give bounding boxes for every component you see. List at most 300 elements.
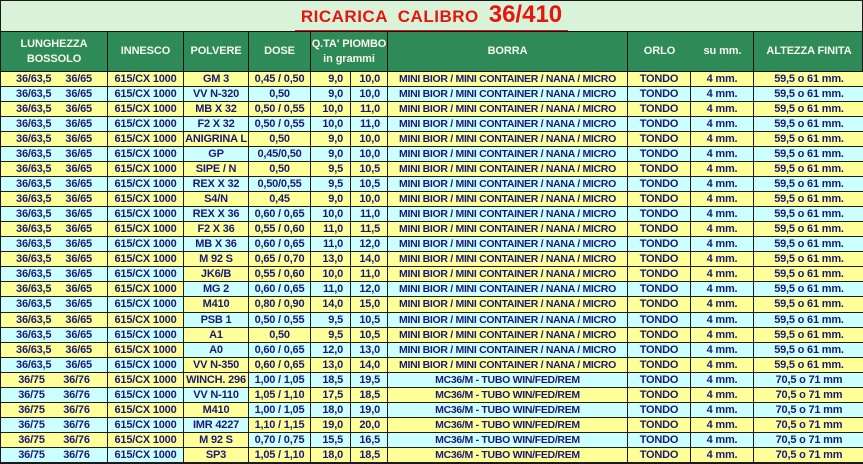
header-altezza-finita: ALTEZZA FINITA: [754, 32, 863, 72]
cell-dose: 0,60 / 0,65: [249, 358, 311, 373]
cell-piombo-min: 18,0: [311, 403, 351, 418]
cell-innesco: 615/CX 1000: [108, 177, 184, 192]
cell-lunghezza: [1, 252, 108, 267]
cell-su-mm: 4 mm.: [691, 358, 754, 373]
cell-lunghezza: [1, 297, 108, 312]
cell-dose: 1,05 / 1,10: [249, 448, 311, 463]
cell-orlo: TONDO: [628, 117, 691, 132]
lunghezza-value-1: 36/63,5: [16, 88, 52, 101]
cell-dose: 0,50: [249, 162, 311, 177]
cell-su-mm: 4 mm.: [691, 343, 754, 358]
table-row: [1, 72, 862, 87]
cell-piombo-min: 15,5: [311, 433, 351, 448]
cell-piombo-max: 11,0: [351, 207, 388, 222]
cell-orlo: TONDO: [628, 403, 691, 418]
cell-piombo-max: 10,5: [351, 177, 388, 192]
lunghezza-value-1: 36/63,5: [16, 148, 52, 161]
lunghezza-value-1: 36/63,5: [16, 313, 52, 326]
cell-dose: 1,00 / 1,05: [249, 403, 311, 418]
cell-piombo-min: 10,0: [311, 267, 351, 282]
cell-orlo: TONDO: [628, 102, 691, 117]
cell-innesco: 615/CX 1000: [108, 282, 184, 297]
cell-dose: 0,50/0,55: [249, 177, 311, 192]
cell-innesco: 615/CX 1000: [108, 388, 184, 403]
lunghezza-value-1: 36/63,5: [16, 133, 52, 146]
cell-polvere: M 92 S: [184, 252, 249, 267]
cell-borra: MINI BIOR / MINI CONTAINER / NANA / MICRO: [388, 282, 628, 297]
cell-piombo-max: 18,5: [351, 388, 388, 403]
cell-lunghezza: [1, 388, 108, 403]
lunghezza-value-2: 36/65: [65, 298, 92, 311]
cell-altezza: 59,5 o 61 mm.: [754, 313, 863, 328]
cell-altezza: 70,5 o 71 mm: [754, 373, 863, 388]
lunghezza-value-1: 36/63,5: [16, 163, 52, 176]
cell-lunghezza: [1, 192, 108, 207]
cell-polvere: F2 X 36: [184, 222, 249, 237]
lunghezza-value-1: 36/75: [18, 388, 45, 401]
table-row: [1, 403, 862, 418]
cell-borra: MINI BIOR / MINI CONTAINER / NANA / MICRO: [388, 252, 628, 267]
cell-polvere: M 92 S: [184, 433, 249, 448]
cell-innesco: 615/CX 1000: [108, 87, 184, 102]
cell-piombo-max: 11,0: [351, 267, 388, 282]
cell-dose: 0,60 / 0,65: [249, 207, 311, 222]
lunghezza-value-2: 36/65: [65, 163, 92, 176]
cell-piombo-min: 12,0: [311, 343, 351, 358]
cell-borra: MC36/M - TUBO WIN/FED/REM: [388, 373, 628, 388]
cell-orlo: TONDO: [628, 328, 691, 343]
cell-polvere: GM 3: [184, 72, 249, 87]
cell-piombo-min: 13,0: [311, 358, 351, 373]
header-innesco: INNESCO: [108, 32, 184, 72]
cell-piombo-max: 10,0: [351, 192, 388, 207]
lunghezza-value-2: 36/65: [65, 208, 92, 221]
cell-altezza: 70,5 o 71 mm: [754, 448, 863, 463]
cell-su-mm: 4 mm.: [691, 267, 754, 282]
table-row: [1, 313, 862, 328]
cell-polvere: VV N-110: [184, 388, 249, 403]
cell-orlo: TONDO: [628, 433, 691, 448]
cell-borra: MINI BIOR / MINI CONTAINER / NANA / MICRO: [388, 192, 628, 207]
cell-dose: 0,50 / 0,55: [249, 117, 311, 132]
cell-lunghezza: [1, 418, 108, 433]
lunghezza-value-2: 36/76: [63, 388, 90, 401]
cell-altezza: 59,5 o 61 mm.: [754, 222, 863, 237]
cell-piombo-min: 9,5: [311, 328, 351, 343]
cell-su-mm: 4 mm.: [691, 177, 754, 192]
header-piombo-line1: Q.TA' PIOMBO: [311, 37, 387, 50]
lunghezza-value-1: 36/63,5: [16, 208, 52, 221]
cell-orlo: TONDO: [628, 237, 691, 252]
cell-innesco: 615/CX 1000: [108, 102, 184, 117]
cell-dose: 0,55 / 0,60: [249, 267, 311, 282]
cell-piombo-max: 19,0: [351, 403, 388, 418]
cell-su-mm: 4 mm.: [691, 403, 754, 418]
cell-borra: MINI BIOR / MINI CONTAINER / NANA / MICRO: [388, 207, 628, 222]
cell-piombo-max: 18,5: [351, 448, 388, 463]
cell-lunghezza: [1, 282, 108, 297]
header-su-mm: su mm.: [703, 45, 742, 57]
cell-piombo-min: 9,5: [311, 162, 351, 177]
cell-piombo-min: 10,0: [311, 207, 351, 222]
cell-polvere: MG 2: [184, 282, 249, 297]
table-row: [1, 282, 862, 297]
cell-innesco: 615/CX 1000: [108, 222, 184, 237]
cell-borra: MINI BIOR / MINI CONTAINER / NANA / MICRO: [388, 297, 628, 312]
cell-lunghezza: [1, 162, 108, 177]
cell-dose: 0,70 / 0,75: [249, 433, 311, 448]
cell-altezza: 59,5 o 61 mm.: [754, 358, 863, 373]
table-row: [1, 147, 862, 162]
cell-dose: 1,10 / 1,15: [249, 418, 311, 433]
table-row: [1, 222, 862, 237]
cell-innesco: 615/CX 1000: [108, 117, 184, 132]
lunghezza-value-1: 36/63,5: [16, 238, 52, 251]
cell-dose: 1,05 / 1,10: [249, 388, 311, 403]
cell-lunghezza: [1, 132, 108, 147]
cell-polvere: M410: [184, 297, 249, 312]
lunghezza-value-1: 36/63,5: [16, 223, 52, 236]
cell-lunghezza: [1, 102, 108, 117]
cell-dose: 0,55 / 0,60: [249, 222, 311, 237]
cell-polvere: S4/N: [184, 192, 249, 207]
cell-innesco: 615/CX 1000: [108, 207, 184, 222]
lunghezza-value-2: 36/65: [65, 73, 92, 86]
cell-borra: MINI BIOR / MINI CONTAINER / NANA / MICRO: [388, 267, 628, 282]
lunghezza-value-2: 36/65: [65, 223, 92, 236]
cell-piombo-min: 9,0: [311, 192, 351, 207]
cell-innesco: 615/CX 1000: [108, 297, 184, 312]
cell-polvere: JK6/B: [184, 267, 249, 282]
cell-lunghezza: [1, 87, 108, 102]
cell-piombo-min: 13,0: [311, 252, 351, 267]
cell-lunghezza: [1, 313, 108, 328]
cell-dose: 0,60 / 0,65: [249, 282, 311, 297]
cell-polvere: WINCH. 296: [184, 373, 249, 388]
cell-orlo: TONDO: [628, 282, 691, 297]
lunghezza-value-2: 36/65: [65, 148, 92, 161]
cell-lunghezza: [1, 117, 108, 132]
cell-innesco: 615/CX 1000: [108, 328, 184, 343]
lunghezza-value-1: 36/63,5: [16, 343, 52, 356]
cell-orlo: TONDO: [628, 343, 691, 358]
cell-su-mm: 4 mm.: [691, 373, 754, 388]
cell-orlo: TONDO: [628, 132, 691, 147]
cell-piombo-max: 12,0: [351, 237, 388, 252]
cell-piombo-max: 10,5: [351, 313, 388, 328]
cell-piombo-max: 14,0: [351, 252, 388, 267]
cell-borra: MINI BIOR / MINI CONTAINER / NANA / MICRO: [388, 313, 628, 328]
cell-piombo-max: 14,0: [351, 358, 388, 373]
cell-borra: MINI BIOR / MINI CONTAINER / NANA / MICRO: [388, 72, 628, 87]
cell-su-mm: 4 mm.: [691, 388, 754, 403]
cell-su-mm: 4 mm.: [691, 87, 754, 102]
table-row: [1, 373, 862, 388]
cell-borra: MINI BIOR / MINI CONTAINER / NANA / MICRO: [388, 162, 628, 177]
cell-orlo: TONDO: [628, 358, 691, 373]
cell-innesco: 615/CX 1000: [108, 418, 184, 433]
cell-polvere: ANIGRINA L: [184, 132, 249, 147]
cell-piombo-min: 9,5: [311, 313, 351, 328]
cell-piombo-max: 15,0: [351, 297, 388, 312]
lunghezza-value-2: 36/65: [65, 238, 92, 251]
cell-piombo-min: 11,0: [311, 237, 351, 252]
table-row: [1, 87, 862, 102]
cell-lunghezza: [1, 237, 108, 252]
table-row: [1, 177, 862, 192]
cell-polvere: SIPE / N: [184, 162, 249, 177]
cell-polvere: M410: [184, 403, 249, 418]
cell-dose: 0,50: [249, 328, 311, 343]
cell-borra: MINI BIOR / MINI CONTAINER / NANA / MICRO: [388, 147, 628, 162]
cell-orlo: TONDO: [628, 373, 691, 388]
header-borra: BORRA: [388, 32, 628, 72]
cell-lunghezza: [1, 267, 108, 282]
cell-borra: MINI BIOR / MINI CONTAINER / NANA / MICRO: [388, 177, 628, 192]
table-row: [1, 267, 862, 282]
cell-piombo-min: 17,5: [311, 388, 351, 403]
cell-borra: MC36/M - TUBO WIN/FED/REM: [388, 403, 628, 418]
lunghezza-value-1: 36/75: [18, 433, 45, 446]
cell-su-mm: 4 mm.: [691, 222, 754, 237]
table-row: [1, 162, 862, 177]
cell-piombo-max: 10,5: [351, 328, 388, 343]
cell-dose: 0,50: [249, 132, 311, 147]
title-text: RICARICA CALIBRO: [300, 6, 479, 26]
cell-borra: MINI BIOR / MINI CONTAINER / NANA / MICRO: [388, 328, 628, 343]
cell-dose: 0,50 / 0,55: [249, 102, 311, 117]
lunghezza-value-2: 36/76: [63, 403, 90, 416]
cell-altezza: 59,5 o 61 mm.: [754, 132, 863, 147]
cell-polvere: VV N-320: [184, 87, 249, 102]
cell-su-mm: 4 mm.: [691, 72, 754, 87]
cell-orlo: TONDO: [628, 207, 691, 222]
cell-innesco: 615/CX 1000: [108, 252, 184, 267]
table-row: [1, 237, 862, 252]
cell-piombo-max: 10,0: [351, 72, 388, 87]
cell-dose: 0,80 / 0,90: [249, 297, 311, 312]
cell-innesco: 615/CX 1000: [108, 132, 184, 147]
cell-polvere: GP: [184, 147, 249, 162]
header-lunghezza-line2: BOSSOLO: [26, 52, 82, 65]
cell-polvere: A1: [184, 328, 249, 343]
cell-polvere: MB X 36: [184, 237, 249, 252]
cell-su-mm: 4 mm.: [691, 237, 754, 252]
cell-lunghezza: [1, 403, 108, 418]
lunghezza-value-2: 36/65: [65, 328, 92, 341]
table-row: [1, 388, 862, 403]
cell-innesco: 615/CX 1000: [108, 448, 184, 463]
lunghezza-value-1: 36/75: [18, 373, 45, 386]
cell-borra: MINI BIOR / MINI CONTAINER / NANA / MICRO: [388, 358, 628, 373]
header-lunghezza-line1: LUNGHEZZA: [20, 37, 88, 50]
cell-piombo-min: 10,0: [311, 117, 351, 132]
lunghezza-value-2: 36/65: [65, 343, 92, 356]
cell-dose: 0,50 / 0,55: [249, 313, 311, 328]
header-qta-piombo: [311, 32, 388, 72]
lunghezza-value-2: 36/65: [65, 178, 92, 191]
cell-polvere: PSB 1: [184, 313, 249, 328]
cell-orlo: TONDO: [628, 72, 691, 87]
cell-piombo-max: 11,0: [351, 117, 388, 132]
cell-piombo-max: 11,5: [351, 222, 388, 237]
cell-altezza: 59,5 o 61 mm.: [754, 282, 863, 297]
cell-lunghezza: [1, 343, 108, 358]
cell-dose: 0,65 / 0,70: [249, 252, 311, 267]
header-dose: DOSE: [249, 32, 311, 72]
cell-piombo-min: 9,0: [311, 132, 351, 147]
cell-altezza: 70,5 o 71 mm: [754, 433, 863, 448]
table-row: [1, 117, 862, 132]
cell-orlo: TONDO: [628, 177, 691, 192]
cell-su-mm: 4 mm.: [691, 328, 754, 343]
cell-innesco: 615/CX 1000: [108, 358, 184, 373]
cell-borra: MINI BIOR / MINI CONTAINER / NANA / MICRO: [388, 117, 628, 132]
cell-innesco: 615/CX 1000: [108, 237, 184, 252]
lunghezza-value-2: 36/76: [63, 373, 90, 386]
cell-polvere: MB X 32: [184, 102, 249, 117]
cell-dose: 0,60 / 0,65: [249, 237, 311, 252]
cell-piombo-min: 10,0: [311, 102, 351, 117]
table-row: [1, 207, 862, 222]
cell-piombo-min: 14,0: [311, 297, 351, 312]
lunghezza-value-1: 36/63,5: [16, 103, 52, 116]
header-polvere: POLVERE: [184, 32, 249, 72]
cell-altezza: 59,5 o 61 mm.: [754, 297, 863, 312]
cell-orlo: TONDO: [628, 192, 691, 207]
cell-lunghezza: [1, 433, 108, 448]
lunghezza-value-1: 36/63,5: [16, 253, 52, 266]
cell-lunghezza: [1, 72, 108, 87]
cell-su-mm: 4 mm.: [691, 162, 754, 177]
cell-piombo-max: 11,0: [351, 102, 388, 117]
table-row: [1, 358, 862, 373]
cell-su-mm: 4 mm.: [691, 132, 754, 147]
cell-piombo-min: 9,0: [311, 72, 351, 87]
header-lunghezza-bossolo: [1, 32, 108, 72]
cell-polvere: F2 X 32: [184, 117, 249, 132]
cell-piombo-max: 19,5: [351, 373, 388, 388]
cell-innesco: 615/CX 1000: [108, 373, 184, 388]
cell-lunghezza: [1, 358, 108, 373]
lunghezza-value-2: 36/65: [65, 283, 92, 296]
lunghezza-value-2: 36/76: [63, 433, 90, 446]
cell-orlo: TONDO: [628, 87, 691, 102]
title-caliber: 36/410: [488, 0, 563, 28]
cell-borra: MINI BIOR / MINI CONTAINER / NANA / MICRO: [388, 87, 628, 102]
cell-altezza: 59,5 o 61 mm.: [754, 177, 863, 192]
cell-piombo-max: 16,5: [351, 433, 388, 448]
cell-borra: MC36/M - TUBO WIN/FED/REM: [388, 388, 628, 403]
cell-orlo: TONDO: [628, 162, 691, 177]
cell-su-mm: 4 mm.: [691, 418, 754, 433]
lunghezza-value-1: 36/63,5: [16, 178, 52, 191]
cell-piombo-min: 9,0: [311, 147, 351, 162]
lunghezza-value-2: 36/65: [65, 88, 92, 101]
lunghezza-value-2: 36/65: [65, 193, 92, 206]
title-band: [1, 1, 862, 31]
cell-orlo: TONDO: [628, 267, 691, 282]
cell-piombo-max: 10,5: [351, 162, 388, 177]
cell-lunghezza: [1, 328, 108, 343]
cell-piombo-min: 9,0: [311, 87, 351, 102]
cell-polvere: REX X 36: [184, 207, 249, 222]
cell-su-mm: 4 mm.: [691, 117, 754, 132]
cell-piombo-min: 11,0: [311, 282, 351, 297]
cell-altezza: 70,5 o 71 mm: [754, 403, 863, 418]
cell-piombo-min: 18,5: [311, 373, 351, 388]
lunghezza-value-1: 36/63,5: [16, 73, 52, 86]
cell-altezza: 70,5 o 71 mm: [754, 418, 863, 433]
cell-dose: 1,00 / 1,05: [249, 373, 311, 388]
cell-piombo-min: 19,0: [311, 418, 351, 433]
cell-borra: MINI BIOR / MINI CONTAINER / NANA / MICRO: [388, 102, 628, 117]
cell-innesco: 615/CX 1000: [108, 433, 184, 448]
header-orlo: ORLO: [643, 45, 676, 57]
cell-innesco: 615/CX 1000: [108, 72, 184, 87]
lunghezza-value-1: 36/63,5: [16, 193, 52, 206]
cell-su-mm: 4 mm.: [691, 433, 754, 448]
cell-altezza: 59,5 o 61 mm.: [754, 117, 863, 132]
cell-innesco: 615/CX 1000: [108, 313, 184, 328]
cell-piombo-max: 13,0: [351, 343, 388, 358]
table-row: [1, 343, 862, 358]
lunghezza-value-1: 36/63,5: [16, 268, 52, 281]
lunghezza-value-1: 36/75: [18, 418, 45, 431]
table-row: [1, 433, 862, 448]
cell-lunghezza: [1, 147, 108, 162]
lunghezza-value-2: 36/65: [65, 253, 92, 266]
cell-borra: MINI BIOR / MINI CONTAINER / NANA / MICRO: [388, 222, 628, 237]
cell-innesco: 615/CX 1000: [108, 343, 184, 358]
table-row: [1, 132, 862, 147]
table-header-row: [1, 31, 862, 72]
cell-piombo-max: 20,0: [351, 418, 388, 433]
cell-su-mm: 4 mm.: [691, 207, 754, 222]
cell-altezza: 59,5 o 61 mm.: [754, 87, 863, 102]
cell-innesco: 615/CX 1000: [108, 192, 184, 207]
cell-piombo-max: 12,0: [351, 282, 388, 297]
lunghezza-value-1: 36/75: [18, 403, 45, 416]
cell-piombo-min: 11,0: [311, 222, 351, 237]
cell-polvere: IMR 4227: [184, 418, 249, 433]
table-row: [1, 297, 862, 312]
cell-orlo: TONDO: [628, 448, 691, 463]
lunghezza-value-1: 36/75: [18, 448, 45, 461]
cell-su-mm: 4 mm.: [691, 282, 754, 297]
cell-lunghezza: [1, 222, 108, 237]
lunghezza-value-2: 36/65: [65, 358, 92, 371]
cell-polvere: VV N-350: [184, 358, 249, 373]
lunghezza-value-2: 36/76: [63, 418, 90, 431]
cell-su-mm: 4 mm.: [691, 192, 754, 207]
cell-piombo-max: 10,0: [351, 132, 388, 147]
cell-borra: MINI BIOR / MINI CONTAINER / NANA / MICRO: [388, 343, 628, 358]
cell-dose: 0,45 / 0,50: [249, 72, 311, 87]
cell-borra: MINI BIOR / MINI CONTAINER / NANA / MICRO: [388, 132, 628, 147]
cell-lunghezza: [1, 177, 108, 192]
lunghezza-value-2: 36/76: [63, 448, 90, 461]
cell-altezza: 59,5 o 61 mm.: [754, 102, 863, 117]
cell-dose: 0,45/0,50: [249, 147, 311, 162]
cell-altezza: 59,5 o 61 mm.: [754, 72, 863, 87]
lunghezza-value-1: 36/63,5: [16, 358, 52, 371]
cell-dose: 0,50: [249, 87, 311, 102]
cell-altezza: 59,5 o 61 mm.: [754, 252, 863, 267]
lunghezza-value-2: 36/65: [65, 103, 92, 116]
cell-altezza: 59,5 o 61 mm.: [754, 343, 863, 358]
cell-orlo: TONDO: [628, 418, 691, 433]
